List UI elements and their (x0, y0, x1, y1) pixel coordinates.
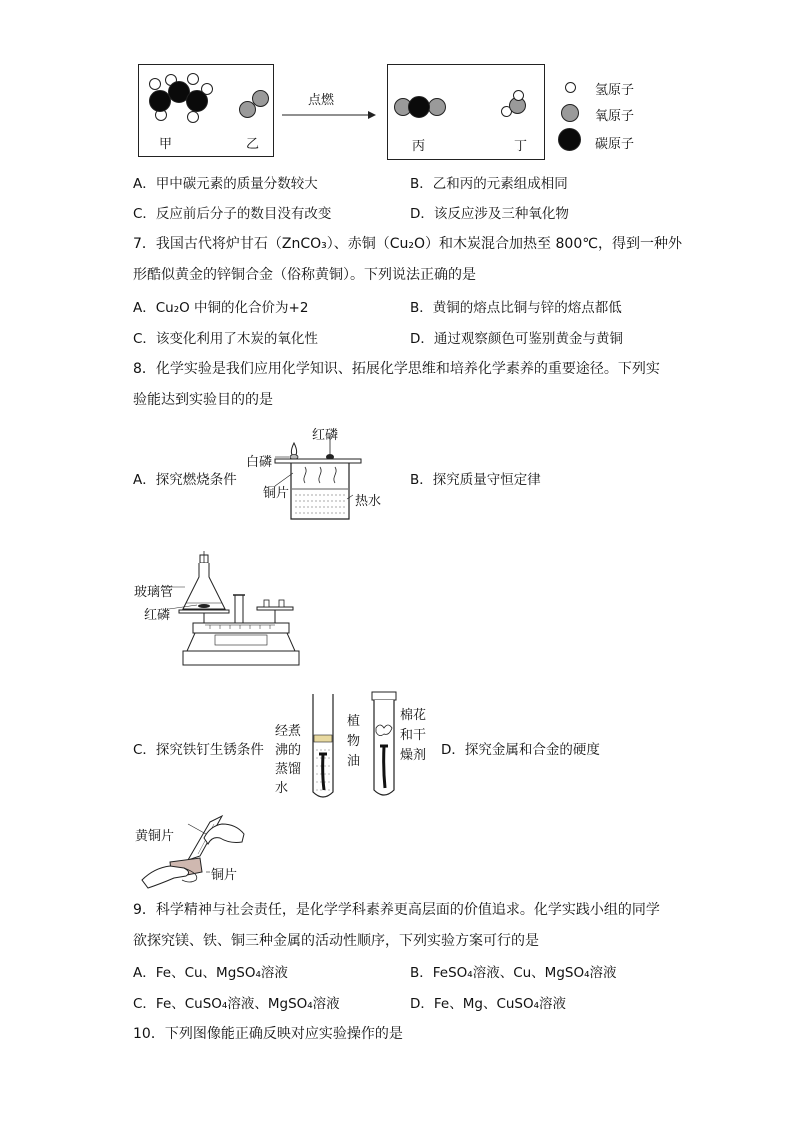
carbon-atom (408, 96, 430, 118)
q7-option-b: B．黄铜的熔点比铜与锌的熔点都低 (410, 300, 622, 316)
legend-oxygen-icon (561, 104, 579, 122)
metal-scratch-test-icon (140, 814, 250, 889)
q8-stem-line1: 8．化学实验是我们应用化学知识、拓展化学思维和培养化学素养的重要途径。下列实 (133, 361, 660, 377)
fig-c-water-label-line: 蒸馏 (275, 762, 302, 777)
fig-c-water-label-line: 水 (275, 781, 289, 796)
q9-option-a: A．Fe、Cu、MgSO₄溶液 (133, 965, 288, 981)
fig-a-red-phosphorus-label: 红磷 (312, 428, 339, 443)
q8-option-b: B．探究质量守恒定律 (410, 472, 541, 488)
hydrogen-atom (149, 78, 161, 90)
q7-stem-line1: 7．我国古代将炉甘石（ZnCO₃）、赤铜（Cu₂O）和木炭混合加热至 800℃，得到一种外 (133, 236, 682, 252)
hydrogen-atom (513, 90, 524, 101)
fig-a-hot-water-label: 热水 (355, 494, 382, 509)
q9-stem-line2: 欲探究镁、铁、铜三种金属的活动性顺序，下列实验方案可行的是 (133, 933, 539, 949)
q7-option-c: C．该变化利用了木炭的氧化性 (133, 331, 318, 347)
fig-c-cotton-label-line: 燥剂 (400, 748, 427, 763)
q7-option-d: D．通过观察颜色可鉴别黄金与黄铜 (410, 331, 623, 347)
q8-stem-line2: 验能达到实验目的的是 (133, 392, 273, 408)
fig-c-oil-label-line: 油 (347, 754, 361, 769)
product-box (387, 64, 545, 160)
combustion-apparatus-icon (275, 433, 365, 523)
q9-option-c: C．Fe、CuSO₄溶液、MgSO₄溶液 (133, 996, 340, 1012)
q9-stem-line1: 9．科学精神与社会责任，是化学学科素养更高层面的价值追求。化学实践小组的同学 (133, 902, 660, 918)
fig-a-copper-label: 铜片 (263, 486, 290, 501)
fig-c-oil-label-line: 植 (347, 714, 361, 729)
fig-b-glass-tube-label: 玻璃管 (134, 585, 174, 600)
balance-apparatus-icon (175, 555, 305, 670)
hydrogen-atom (187, 73, 199, 85)
oxygen-atom (428, 98, 446, 116)
molecule-label-yi: 乙 (246, 137, 260, 152)
fig-c-oil-label-line: 物 (347, 734, 361, 749)
reactant-box (138, 64, 274, 157)
molecule-label-bing: 丙 (412, 139, 426, 154)
legend-carbon-label: 碳原子 (595, 137, 635, 152)
q10-stem: 10．下列图像能正确反映对应实验操作的是 (133, 1026, 403, 1042)
q9-option-d: D．Fe、Mg、CuSO₄溶液 (410, 996, 567, 1012)
q7-stem-line2: 形酷似黄金的锌铜合金（俗称黄铜）。下列说法正确的是 (133, 267, 476, 283)
q7-option-a: A．Cu₂O 中铜的化合价为+2 (133, 300, 309, 316)
legend-hydrogen-label: 氢原子 (595, 83, 635, 98)
fig-a-white-phosphorus-label: 白磷 (246, 455, 273, 470)
arrow-label: 点燃 (308, 93, 335, 108)
legend-hydrogen-icon (565, 82, 576, 93)
q6-option-a: A．甲中碳元素的质量分数较大 (133, 176, 318, 192)
fig-c-water-label (275, 722, 301, 798)
fig-c-cotton-label-line: 棉花 (400, 708, 427, 723)
legend-oxygen-label: 氧原子 (595, 109, 635, 124)
fig-c-oil-label (347, 712, 360, 772)
q6-option-b: B．乙和丙的元素组成相同 (410, 176, 568, 192)
carbon-atom (186, 90, 208, 112)
fig-c-water-label-line: 沸的 (275, 743, 302, 758)
q8-option-c: C．探究铁钉生锈条件 (133, 742, 264, 758)
fig-d-brass-label: 黄铜片 (135, 829, 175, 844)
q6-option-c: C．反应前后分子的数目没有改变 (133, 206, 332, 222)
q8-option-d: D．探究金属和合金的硬度 (441, 742, 600, 758)
molecule-label-jia: 甲 (159, 137, 173, 152)
hydrogen-atom (187, 111, 199, 123)
oxygen-atom (252, 90, 269, 107)
fig-b-red-phosphorus-label: 红磷 (144, 608, 171, 623)
reaction-arrow-icon (282, 109, 382, 121)
test-tube-oil-icon (311, 694, 335, 804)
q8-option-a: A．探究燃烧条件 (133, 472, 237, 488)
test-tube-desiccant-icon (371, 692, 397, 802)
fig-c-cotton-label-line: 和干 (400, 728, 427, 743)
molecule-label-ding: 丁 (514, 139, 528, 154)
q6-option-d: D．该反应涉及三种氧化物 (410, 206, 569, 222)
fig-c-water-label-line: 经煮 (275, 724, 302, 739)
legend-carbon-icon (558, 128, 581, 151)
fig-c-cotton-label (400, 706, 426, 766)
q9-option-b: B．FeSO₄溶液、Cu、MgSO₄溶液 (410, 965, 617, 981)
fig-d-copper-label: 铜片 (211, 868, 238, 883)
